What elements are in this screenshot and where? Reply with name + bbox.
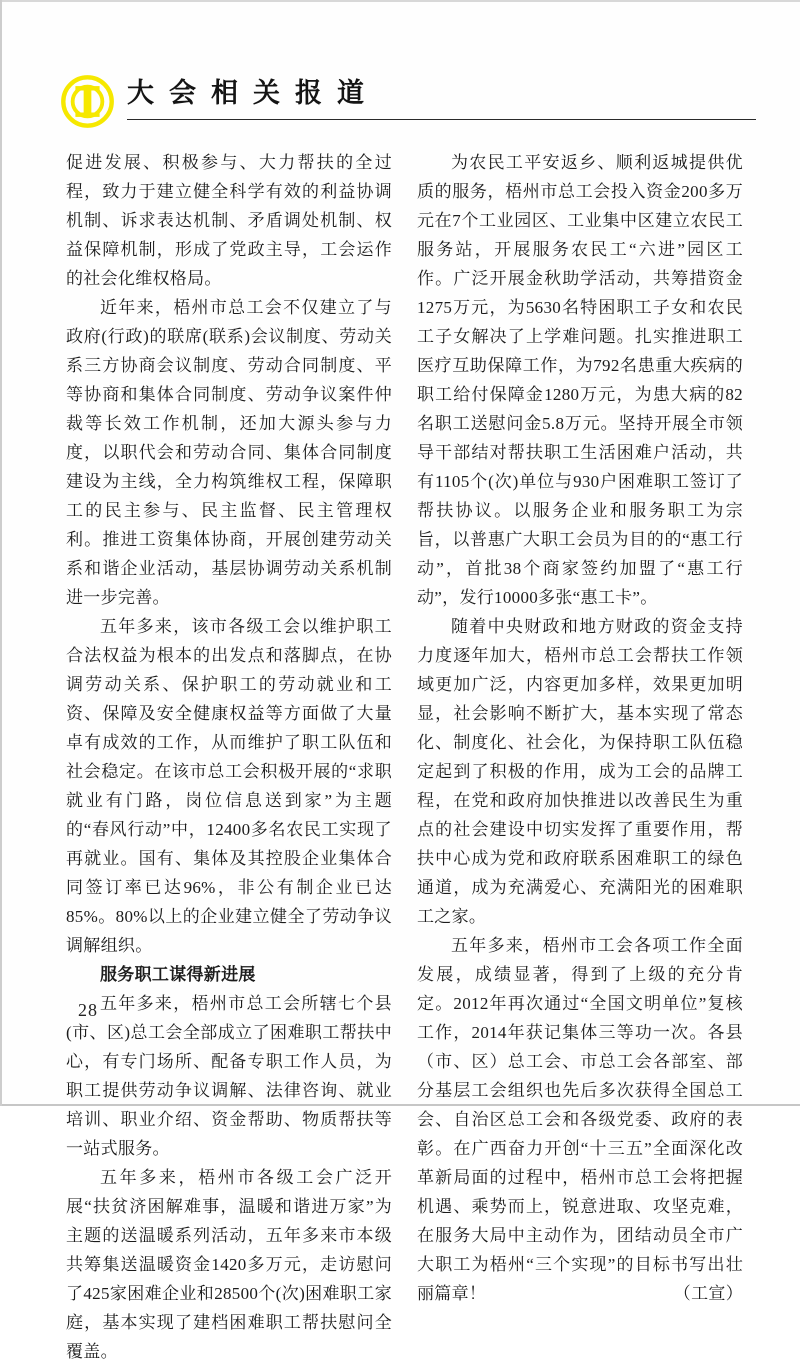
page-header xyxy=(60,74,756,129)
article-body xyxy=(66,148,743,1366)
left-column xyxy=(66,148,392,1366)
paragraph: 促进发展、积极参与、大力帮扶的全过程，致力于建立健全科学有效的利益协调机制、诉求表达机制、矛盾调处机制、权益保障机制，形成了党政主导，工会运作的社会化维权格局。 xyxy=(66,153,392,288)
paragraph: 五年多来，该市各级工会以维护职工合法权益为根本的出发点和落脚点，在协调劳动关系、保护职工的劳动就业和工资、保障及安全健康权益等方面做了大量卓有成效的工作，从而维护了职工队伍和社会稳定。在该市总工会积极开展的“求职就业有门路，岗位信息送到家”为主题的“春风行动”中，12400多名农民工实现了再就业。国有、集体及其控股企业集体合同签订率已达96%，非公有制企业已达85%。80%以上的企业建立健全了劳动争议调解组织。 xyxy=(66,617,392,955)
trade-union-emblem-icon xyxy=(60,74,115,129)
right-column xyxy=(417,148,743,1366)
paragraph: 五年多来，梧州市各级工会广泛开展“扶贫济困解难事，温暖和谐进万家”为主题的送温暖系列活动，五年多来市本级共筹集送温暖资金1420多万元，走访慰问了425家困难企业和28500个(次)困难职工家庭，基本实现了建档困难职工帮扶慰问全覆盖。 xyxy=(66,1168,392,1361)
closing-paragraph xyxy=(417,931,743,1308)
page-number: 28 xyxy=(78,1000,98,1020)
header-title-block xyxy=(127,74,756,120)
paragraph-text: 五年多来，梧州市工会各项工作全面发展，成绩显著，得到了上级的充分肯定。2012年再次通过“全国文明单位”复核工作，2014年获记集体三等功一次。各县（市、区）总工会、市总工会各部室、部分基层工会组织也先后多次获得全国总工会、自治区总工会和各级党委、政府的表彰。在广西奋力开创“十三五”全面深化改革新局面的过程中，梧州市总工会将把握机遇、乘势而上，锐意进取、攻坚克难，在服务大局中主动作为，团结动员全市广大职工为梧州“三个实现”的目标书写出壮丽篇章！ xyxy=(417,936,743,1303)
byline: （工宣） xyxy=(673,1284,743,1303)
paragraph: 为农民工平安返乡、顺利返城提供优质的服务，梧州市总工会投入资金200多万元在7个工业园区、工业集中区建立农民工服务站，开展服务农民工“六进”园区工作。广泛开展金秋助学活动，共筹措资金1275万元，为5630名特困职工子女和农民工子女解决了上学难问题。扎实推进职工医疗互助保障工作，为792名患重大疾病的职工给付保障金1280万元，为患大病的82名职工送慰问金5.8万元。坚持开展全市领导干部结对帮扶职工生活困难户活动，共有1105个(次)单位与930户困难职工签订了帮扶协议。以服务企业和服务职工为宗旨，以普惠广大职工会员为目的的“惠工行动”，首批38个商家签约加盟了“惠工行动”，发行10000多张“惠工卡”。 xyxy=(417,153,743,607)
paragraph: 五年多来，梧州市总工会所辖七个县(市、区)总工会全部成立了困难职工帮扶中心，有专门场所、配备专职工作人员，为职工提供劳动争议调解、法律咨询、就业培训、职业介绍、资金帮助、物质帮扶等一站式服务。 xyxy=(66,994,392,1158)
paragraph: 近年来，梧州市总工会不仅建立了与政府(行政)的联席(联系)会议制度、劳动关系三方协商会议制度、劳动合同制度、平等协商和集体合同制度、劳动争议案件仲裁等长效工作机制，还加大源头参与力度，以职代会和劳动合同、集体合同制度建设为主线，全力构筑维权工程，保障职工的民主参与、民主监督、民主管理权利。推进工资集体协商，开展创建劳动关系和谐企业活动，基层协调劳动关系机制进一步完善。 xyxy=(66,298,392,607)
paragraph: 随着中央财政和地方财政的资金支持力度逐年加大，梧州市总工会帮扶工作领域更加广泛，内容更加多样，效果更加明显，社会影响不断扩大，基本实现了常态化、制度化、社会化，为保持职工队伍稳定起到了积极的作用，成为工会的品牌工程，在党和政府加快推进以改善民生为重点的社会建设中切实发挥了重要作用，帮扶中心成为党和政府联系困难职工的绿色通道，成为充满爱心、充满阳光的困难职工之家。 xyxy=(417,617,743,926)
section-title: 大会相关报道 xyxy=(127,78,379,108)
subheading: 服务职工谋得新进展 xyxy=(100,965,256,984)
